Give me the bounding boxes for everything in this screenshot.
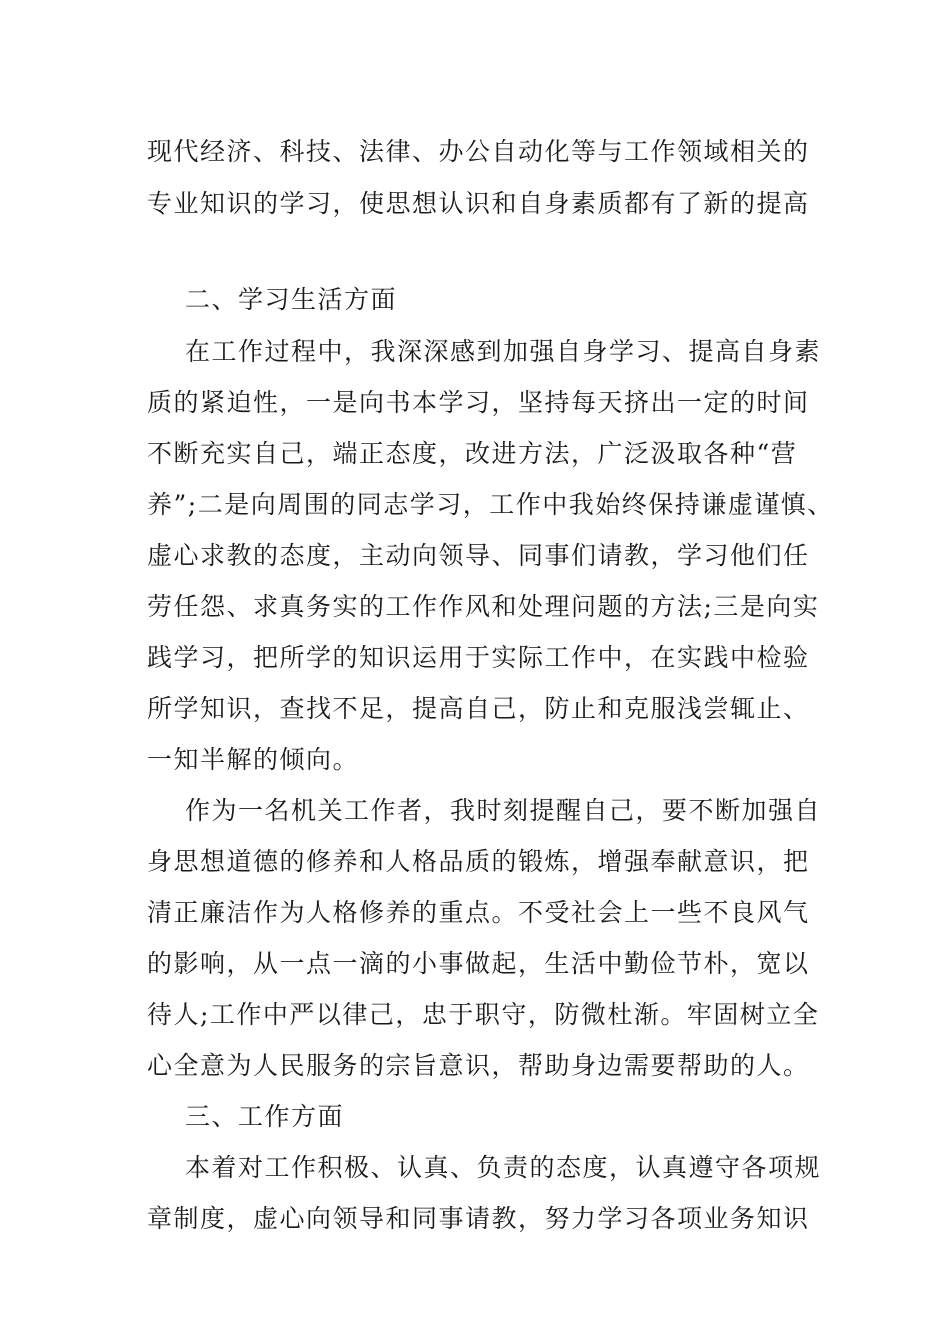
section-heading: 三、工作方面 [185, 1102, 345, 1131]
paragraph-line: 践学习，把所学的知识运用于实际工作中，在实践中检验 [147, 643, 810, 672]
paragraph-line: 章制度，虚心向领导和同事请教，努力学习各项业务知识 [147, 1204, 810, 1233]
paragraph-line: 劳任怨、求真务实的工作作风和处理问题的方法;三是向实 [147, 592, 820, 621]
paragraph-line: 虚心求教的态度，主动向领导、同事们请教，学习他们任 [147, 541, 810, 570]
paragraph-line: 现代经济、科技、法律、办公自动化等与工作领域相关的 [147, 137, 810, 166]
paragraph-line: 养”;二是向周围的同志学习，工作中我始终保持谦虚谨慎、 [147, 490, 834, 519]
paragraph-line: 心全意为人民服务的宗旨意识，帮助身边需要帮助的人。 [147, 1051, 810, 1080]
paragraph-line: 质的紧迫性，一是向书本学习，坚持每天挤出一定的时间 [147, 388, 810, 417]
paragraph-line: 本着对工作积极、认真、负责的态度，认真遵守各项规 [185, 1153, 822, 1182]
paragraph-line: 待人;工作中严以律己，忠于职守，防微杜渐。牢固树立全 [147, 1000, 820, 1029]
paragraph-line: 专业知识的学习，使思想认识和自身素质都有了新的提高 [147, 189, 810, 218]
paragraph-line: 不断充实自己，端正态度，改进方法，广泛汲取各种“营 [147, 439, 798, 468]
paragraph-line: 清正廉洁作为人格修养的重点。不受社会上一些不良风气 [147, 898, 810, 927]
paragraph-line: 的影响，从一点一滴的小事做起，生活中勤俭节朴，宽以 [147, 949, 810, 978]
paragraph-line: 身思想道德的修养和人格品质的锻炼，增强奉献意识，把 [147, 847, 810, 876]
paragraph-line: 在工作过程中，我深深感到加强自身学习、提高自身素 [185, 337, 822, 366]
paragraph-line: 一知半解的倾向。 [147, 745, 360, 774]
section-heading: 二、学习生活方面 [185, 285, 398, 314]
paragraph-line: 所学知识，查找不足，提高自己，防止和克服浅尝辄止、 [147, 694, 810, 723]
paragraph-line: 作为一名机关工作者，我时刻提醒自己，要不断加强自 [185, 796, 822, 825]
